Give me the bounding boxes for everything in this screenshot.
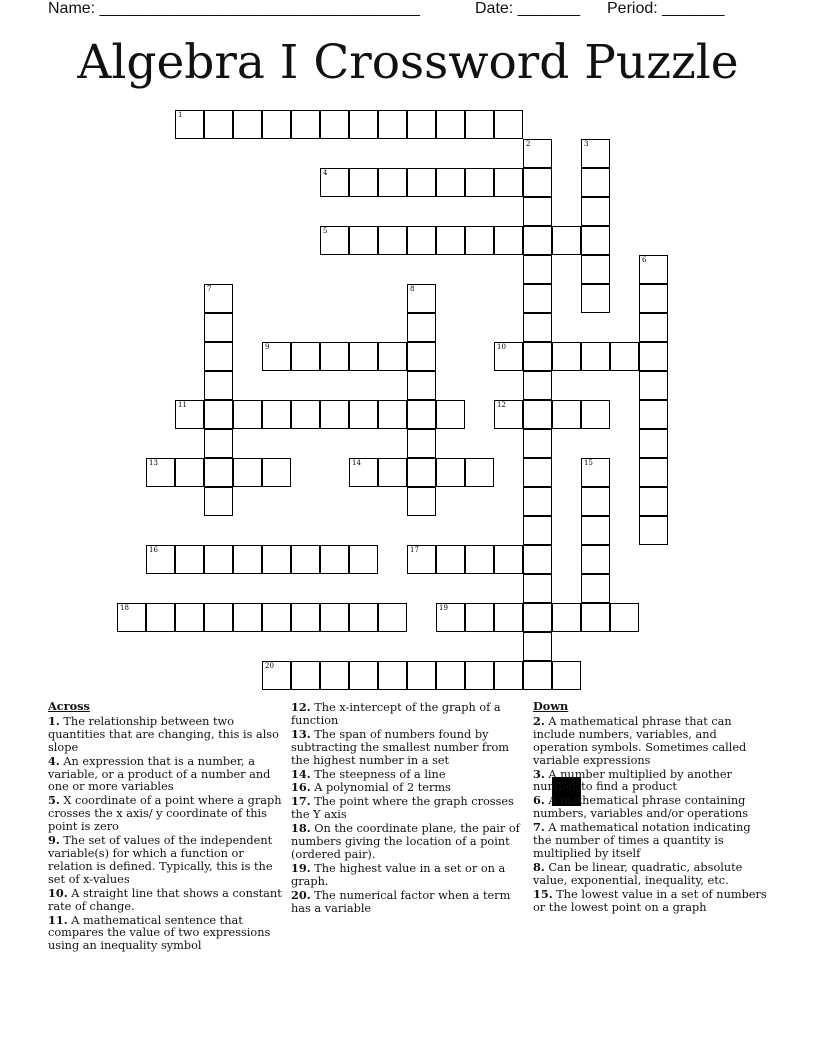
clue-item-text: A mathematical sentence that compares the value of two expressions using an inequality symbol xyxy=(48,913,271,953)
grid-cell[interactable] xyxy=(262,603,291,632)
grid-cell[interactable] xyxy=(233,400,262,429)
clue-number: 18 xyxy=(120,604,129,612)
clue-number: 17 xyxy=(410,546,419,554)
grid-cell[interactable] xyxy=(436,400,465,429)
date-field[interactable]: Date: _______ xyxy=(475,0,580,17)
grid-cell[interactable] xyxy=(349,545,378,574)
grid-cell[interactable] xyxy=(175,110,204,139)
grid-cell[interactable] xyxy=(407,429,436,458)
grid-cell[interactable] xyxy=(581,284,610,313)
clue-number: 13 xyxy=(149,459,158,467)
clue-item-text: The span of numbers found by subtracting the smallest number from the highest number in a set xyxy=(291,727,510,767)
clue-item-number: 9. xyxy=(48,833,60,848)
grid-cell[interactable] xyxy=(204,603,233,632)
grid-cell[interactable] xyxy=(320,661,349,690)
grid-cell[interactable] xyxy=(262,400,291,429)
clue-item-text: A mathematical notation indicating the number of times a quantity is multiplied by itself xyxy=(533,821,751,860)
grid-cell[interactable] xyxy=(204,400,233,429)
grid-cell[interactable] xyxy=(436,110,465,139)
grid-cell[interactable] xyxy=(523,661,552,690)
clue-item xyxy=(533,821,771,861)
clue-item-text: The highest value in a set or on a graph. xyxy=(291,861,506,888)
grid-cell[interactable] xyxy=(349,458,378,487)
grid-cell[interactable] xyxy=(233,110,262,139)
clue-number: 6 xyxy=(642,256,647,264)
grid-cell[interactable] xyxy=(465,603,494,632)
grid-cell[interactable] xyxy=(639,284,668,313)
clue-item-number: 10. xyxy=(48,885,68,900)
grid-cell[interactable] xyxy=(204,458,233,487)
grid-cell[interactable] xyxy=(407,284,436,313)
grid-cell[interactable] xyxy=(407,342,436,371)
grid-cell[interactable] xyxy=(378,661,407,690)
grid-cell[interactable] xyxy=(349,661,378,690)
grid-cell[interactable] xyxy=(523,429,552,458)
grid-cell[interactable] xyxy=(407,110,436,139)
grid-cell[interactable] xyxy=(523,226,552,255)
clue-item-number: 16. xyxy=(291,780,311,795)
grid-cell[interactable] xyxy=(523,400,552,429)
grid-cell[interactable] xyxy=(523,574,552,603)
grid-cell[interactable] xyxy=(552,661,581,690)
across-clues-column-1 xyxy=(48,700,286,953)
clue-item-text: The set of values of the independent variable(s) for which a function or relation is defined. Typically, this is the set of x-values xyxy=(48,834,273,886)
clue-item xyxy=(533,794,771,821)
grid-cell[interactable] xyxy=(581,342,610,371)
grid-cell[interactable] xyxy=(436,458,465,487)
grid-cell[interactable] xyxy=(494,168,523,197)
grid-cell[interactable] xyxy=(523,197,552,226)
grid-cell[interactable] xyxy=(436,545,465,574)
grid-cell[interactable] xyxy=(581,603,610,632)
grid-cell[interactable] xyxy=(146,458,175,487)
grid-cell[interactable] xyxy=(349,342,378,371)
grid-cell[interactable] xyxy=(233,545,262,574)
clue-item-number: 19. xyxy=(291,860,311,875)
clue-number: 20 xyxy=(265,662,274,670)
grid-cell[interactable] xyxy=(407,226,436,255)
clue-item xyxy=(291,822,529,862)
down-clue-list xyxy=(533,715,771,915)
grid-cell[interactable] xyxy=(581,487,610,516)
across-clue-list xyxy=(48,715,286,953)
across-heading: Across xyxy=(48,699,90,713)
clue-item xyxy=(291,768,529,782)
grid-cell[interactable] xyxy=(465,545,494,574)
clue-item-number: 2. xyxy=(533,713,545,728)
grid-cell[interactable] xyxy=(291,400,320,429)
grid-cell[interactable] xyxy=(523,255,552,284)
grid-cell[interactable] xyxy=(523,487,552,516)
grid-cell[interactable] xyxy=(378,342,407,371)
grid-cell[interactable] xyxy=(581,574,610,603)
grid-cell[interactable] xyxy=(639,429,668,458)
clue-item xyxy=(291,795,529,822)
grid-cell[interactable] xyxy=(581,458,610,487)
grid-cell[interactable] xyxy=(262,545,291,574)
grid-cell[interactable] xyxy=(436,603,465,632)
grid-cell[interactable] xyxy=(407,168,436,197)
grid-cell[interactable] xyxy=(639,313,668,342)
page-title: Algebra I Crossword Puzzle xyxy=(77,35,739,90)
clue-item xyxy=(533,861,771,888)
clue-number: 8 xyxy=(410,285,415,293)
grid-cell[interactable] xyxy=(581,516,610,545)
grid-cell[interactable] xyxy=(204,313,233,342)
grid-cell[interactable] xyxy=(262,342,291,371)
grid-cell[interactable] xyxy=(320,545,349,574)
grid-cell[interactable] xyxy=(494,400,523,429)
clue-item-text: A straight line that shows a constant rate of change. xyxy=(48,886,282,913)
grid-cell[interactable] xyxy=(233,458,262,487)
down-clues-column xyxy=(533,700,771,915)
grid-cell[interactable] xyxy=(639,371,668,400)
grid-cell[interactable] xyxy=(523,168,552,197)
grid-cell[interactable] xyxy=(465,110,494,139)
clue-item xyxy=(48,755,286,795)
grid-cell[interactable] xyxy=(581,400,610,429)
clue-item-number: 8. xyxy=(533,859,545,874)
grid-cell[interactable] xyxy=(146,545,175,574)
grid-cell[interactable] xyxy=(204,110,233,139)
clue-item-text: A number multiplied by another number to find a product xyxy=(533,767,732,794)
grid-cell[interactable] xyxy=(320,603,349,632)
clue-item-number: 15. xyxy=(533,886,553,901)
grid-cell[interactable] xyxy=(262,110,291,139)
clue-item-number: 7. xyxy=(533,820,545,835)
grid-cell[interactable] xyxy=(349,400,378,429)
clue-number: 15 xyxy=(584,459,593,467)
clue-item-number: 17. xyxy=(291,794,311,809)
grid-cell[interactable] xyxy=(494,110,523,139)
grid-cell[interactable] xyxy=(436,168,465,197)
grid-cell[interactable] xyxy=(262,458,291,487)
grid-cell[interactable] xyxy=(639,400,668,429)
grid-cell[interactable] xyxy=(320,110,349,139)
grid-cell[interactable] xyxy=(494,603,523,632)
clue-item-text: The x-intercept of the graph of a function xyxy=(291,701,501,727)
grid-cell[interactable] xyxy=(494,226,523,255)
grid-cell[interactable] xyxy=(204,342,233,371)
clue-item-number: 5. xyxy=(48,793,60,808)
grid-cell[interactable] xyxy=(523,139,552,168)
clue-item-number: 18. xyxy=(291,821,311,836)
grid-cell[interactable] xyxy=(581,545,610,574)
clue-item-number: 12. xyxy=(291,700,311,714)
grid-cell[interactable] xyxy=(407,313,436,342)
grid-cell[interactable] xyxy=(349,603,378,632)
clue-item xyxy=(48,914,286,954)
grid-cell[interactable] xyxy=(204,429,233,458)
clue-item xyxy=(291,728,529,768)
grid-cell[interactable] xyxy=(407,545,436,574)
grid-cell[interactable] xyxy=(378,226,407,255)
grid-cell[interactable] xyxy=(204,284,233,313)
clue-item-text: The steepness of a line xyxy=(310,767,446,781)
across-clue-list-continued xyxy=(291,701,529,916)
grid-cell[interactable] xyxy=(523,458,552,487)
grid-cell[interactable] xyxy=(175,603,204,632)
grid-cell[interactable] xyxy=(436,226,465,255)
clue-number: 5 xyxy=(323,227,328,235)
clue-number: 14 xyxy=(352,459,361,467)
clue-item-text: X coordinate of a point where a graph crosses the x axis/ y coordinate of this point is zero xyxy=(48,794,282,834)
grid-cell[interactable] xyxy=(523,313,552,342)
grid-cell[interactable] xyxy=(552,603,581,632)
grid-cell[interactable] xyxy=(204,371,233,400)
grid-cell[interactable] xyxy=(204,487,233,516)
grid-cell[interactable] xyxy=(233,603,262,632)
grid-cell[interactable] xyxy=(146,603,175,632)
clue-number: 2 xyxy=(526,140,531,148)
grid-cell[interactable] xyxy=(349,110,378,139)
clue-item-number: 20. xyxy=(291,887,311,902)
grid-cell[interactable] xyxy=(291,110,320,139)
grid-cell[interactable] xyxy=(320,168,349,197)
grid-cell[interactable] xyxy=(523,632,552,661)
clue-item xyxy=(291,701,529,728)
clue-item xyxy=(291,889,529,916)
clue-item-text: The relationship between two quantities that are changing, this is also slope xyxy=(48,714,279,754)
grid-cell[interactable] xyxy=(523,516,552,545)
clue-item xyxy=(48,794,286,834)
grid-cell[interactable] xyxy=(349,226,378,255)
clue-number: 4 xyxy=(323,169,328,177)
student-info-header xyxy=(0,0,816,24)
clue-number: 3 xyxy=(584,140,589,148)
grid-cell[interactable] xyxy=(581,197,610,226)
grid-cell[interactable] xyxy=(407,400,436,429)
clue-number: 19 xyxy=(439,604,448,612)
grid-cell[interactable] xyxy=(581,139,610,168)
grid-cell[interactable] xyxy=(639,458,668,487)
grid-cell[interactable] xyxy=(465,226,494,255)
grid-cell[interactable] xyxy=(523,371,552,400)
clue-number: 1 xyxy=(178,111,183,119)
grid-cell[interactable] xyxy=(465,661,494,690)
clue-item xyxy=(48,715,286,755)
grid-cell[interactable] xyxy=(175,545,204,574)
clue-number: 12 xyxy=(497,401,506,409)
clue-item xyxy=(48,887,286,914)
grid-cell[interactable] xyxy=(291,603,320,632)
grid-cell[interactable] xyxy=(552,400,581,429)
clue-item-text: An expression that is a number, a variable, or a product of a number and one or more variables xyxy=(48,754,271,794)
down-heading: Down xyxy=(533,699,569,713)
grid-cell[interactable] xyxy=(610,342,639,371)
grid-cell[interactable] xyxy=(494,545,523,574)
clue-item xyxy=(291,862,529,889)
period-field[interactable]: Period: _______ xyxy=(607,0,725,17)
grid-cell[interactable] xyxy=(610,603,639,632)
grid-cell[interactable] xyxy=(378,603,407,632)
clue-item xyxy=(533,715,771,768)
grid-cell[interactable] xyxy=(378,168,407,197)
grid-cell[interactable] xyxy=(407,661,436,690)
grid-cell[interactable] xyxy=(320,400,349,429)
across-clues-column-2 xyxy=(291,701,529,916)
grid-cell[interactable] xyxy=(407,371,436,400)
grid-cell[interactable] xyxy=(523,284,552,313)
grid-cell[interactable] xyxy=(407,458,436,487)
grid-cell[interactable] xyxy=(494,342,523,371)
clue-item-number: 6. xyxy=(533,793,545,808)
clue-item xyxy=(533,768,771,795)
clue-item-text: The numerical factor when a term has a variable xyxy=(291,888,511,915)
grid-cell[interactable] xyxy=(552,342,581,371)
clue-item-text: A polynomial of 2 terms xyxy=(310,781,451,795)
grid-cell[interactable] xyxy=(262,661,291,690)
clue-item xyxy=(533,888,771,915)
grid-cell[interactable] xyxy=(465,168,494,197)
clue-item-text: A mathematical phrase that can include numbers, variables, and operation symbols. Sometimes called variable expressions xyxy=(533,714,747,767)
grid-cell[interactable] xyxy=(523,603,552,632)
clue-item-text: On the coordinate plane, the pair of numbers giving the location of a point (ordered pair). xyxy=(291,822,520,861)
grid-cell[interactable] xyxy=(436,661,465,690)
clue-item-text: The point where the graph crosses the Y axis xyxy=(291,795,514,822)
clue-item-number: 13. xyxy=(291,726,311,741)
grid-cell[interactable] xyxy=(639,255,668,284)
clue-number: 10 xyxy=(497,343,506,351)
grid-cell[interactable] xyxy=(378,110,407,139)
clue-item-text: A mathematical phrase containing numbers, variables and/or operations xyxy=(533,794,749,821)
grid-cell[interactable] xyxy=(117,603,146,632)
clue-item-number: 4. xyxy=(48,753,60,768)
grid-cell[interactable] xyxy=(465,458,494,487)
grid-cell[interactable] xyxy=(175,400,204,429)
clue-item-text: The lowest value in a set of numbers or the lowest point on a graph xyxy=(533,887,767,914)
clue-item-number: 1. xyxy=(48,713,60,728)
grid-cell[interactable] xyxy=(407,487,436,516)
grid-cell[interactable] xyxy=(639,342,668,371)
grid-cell[interactable] xyxy=(320,342,349,371)
grid-cell[interactable] xyxy=(552,226,581,255)
clue-number: 7 xyxy=(207,285,212,293)
clue-item xyxy=(48,834,286,887)
grid-cell[interactable] xyxy=(175,458,204,487)
grid-cell[interactable] xyxy=(494,661,523,690)
grid-cell[interactable] xyxy=(581,226,610,255)
name-field[interactable]: Name: ____________________________________ xyxy=(48,0,420,17)
grid-cell[interactable] xyxy=(291,661,320,690)
grid-cell[interactable] xyxy=(204,545,233,574)
grid-cell[interactable] xyxy=(378,400,407,429)
grid-cell[interactable] xyxy=(320,226,349,255)
clue-item xyxy=(291,781,529,795)
grid-cell[interactable] xyxy=(581,168,610,197)
grid-cell[interactable] xyxy=(639,516,668,545)
grid-cell[interactable] xyxy=(349,168,378,197)
grid-cell[interactable] xyxy=(639,487,668,516)
grid-cell[interactable] xyxy=(581,255,610,284)
clue-item-number: 3. xyxy=(533,766,545,781)
clue-number: 11 xyxy=(178,401,187,409)
clue-item-number: 11. xyxy=(48,912,68,927)
clue-item-number: 14. xyxy=(291,766,311,781)
grid-cell[interactable] xyxy=(523,342,552,371)
grid-cell[interactable] xyxy=(291,342,320,371)
clue-number: 9 xyxy=(265,343,270,351)
clue-item-text: Can be linear, quadratic, absolute value, exponential, inequality, etc. xyxy=(533,860,743,887)
grid-cell[interactable] xyxy=(523,545,552,574)
clue-number: 16 xyxy=(149,546,158,554)
grid-cell[interactable] xyxy=(378,458,407,487)
grid-cell[interactable] xyxy=(291,545,320,574)
